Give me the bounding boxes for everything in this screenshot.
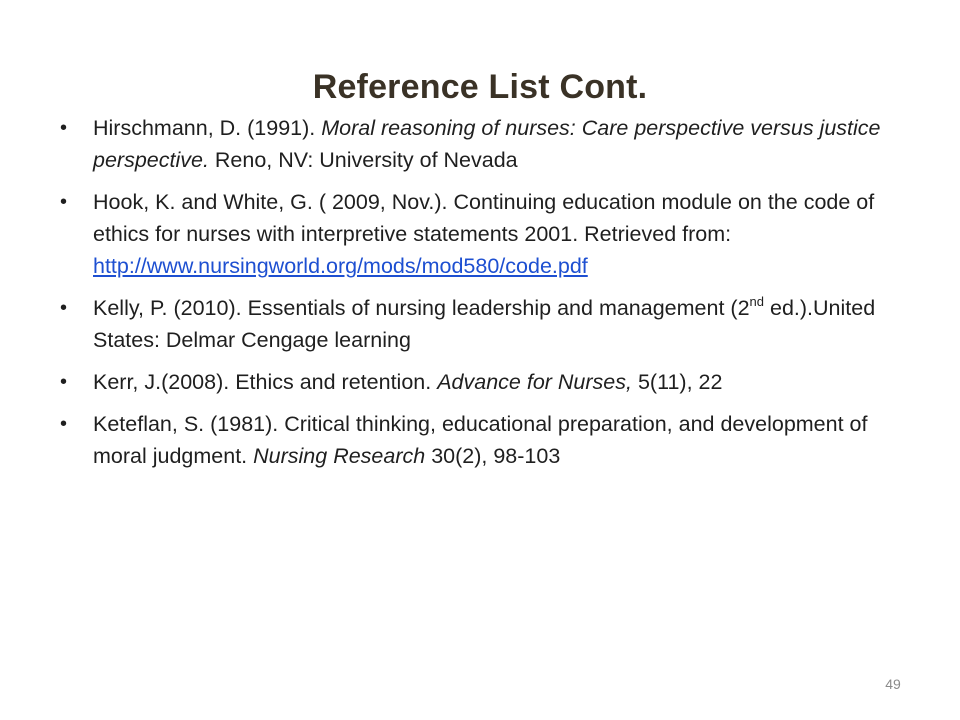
reference-text: Kelly, P. (2010). Essentials of nursing leadership and management (2: [93, 296, 750, 320]
reference-text: Hook, K. and White, G. ( 2009, Nov.). Continuing education module on the code of ethics for nurses with interpretive statements 2001. Retrieved from:: [93, 190, 875, 246]
ordinal-suffix: nd: [749, 294, 764, 309]
reference-item: [60, 366, 890, 398]
bullet-icon: •: [60, 297, 68, 319]
reference-item: [60, 408, 890, 472]
reference-item: [60, 112, 890, 176]
reference-text: Reno, NV: University of Nevada: [214, 148, 518, 172]
reference-title-italic: Nursing Research: [253, 444, 426, 468]
reference-link[interactable]: http://www.nursingworld.org/mods/mod580/code.pdf: [93, 254, 588, 278]
reference-text: Hirschmann, D. (1991).: [93, 116, 316, 140]
bullet-icon: •: [60, 191, 68, 213]
reference-text: 30(2), 98-103: [431, 444, 561, 468]
reference-text: ed.).United States: Delmar Cengage learning: [93, 296, 876, 352]
reference-list: [60, 112, 890, 482]
reference-item: [60, 186, 890, 282]
reference-text: Kerr, J.(2008). Ethics and retention.: [93, 370, 432, 394]
bullet-icon: •: [60, 413, 68, 435]
reference-title-italic: Moral reasoning of nurses: Care perspective versus justice perspective.: [93, 116, 881, 172]
reference-item: [60, 292, 890, 356]
slide-title: Reference List Cont.: [312, 68, 648, 106]
reference-title-italic: Advance for Nurses,: [437, 370, 632, 394]
page-number: 49: [885, 676, 901, 692]
bullet-icon: •: [60, 371, 68, 393]
reference-text: Keteflan, S. (1981). Critical thinking, educational preparation, and development of moral judgment.: [93, 412, 868, 468]
reference-text: 5(11), 22: [637, 370, 723, 394]
bullet-icon: •: [60, 117, 68, 139]
